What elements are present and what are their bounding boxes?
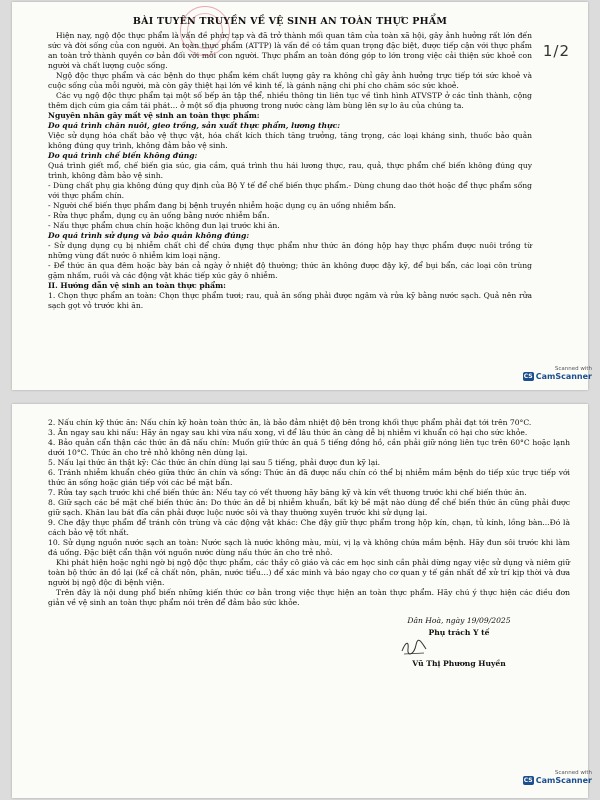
signer-role: Phụ trách Y tế	[428, 628, 490, 638]
paragraph: 5. Nấu lại thức ăn thật kỹ: Các thức ăn chín dùng lại sau 5 tiếng, phải được đun kỹ lại.	[48, 458, 381, 468]
signer-name: Vũ Thị Phương Huyền	[412, 659, 506, 669]
paragraph: Ngộ độc thực phẩm và các bệnh do thực phẩm kém chất lượng gây ra không chỉ gây ảnh hưởng trực tiếp tới sức khoẻ và cuộc sống của mỗi người, mà còn gây thiệt hại lớn về kinh tế, là gánh nặng chi phí cho chăm sóc sức khoẻ.	[48, 71, 532, 91]
document-page-2	[12, 404, 588, 798]
paragraph: II. Hướng dẫn vệ sinh an toàn thực phẩm:	[48, 281, 226, 291]
signature-block	[348, 616, 570, 668]
paragraph: 3. Ăn ngay sau khi nấu: Hãy ăn ngay sau khi vừa nấu xong, vì để lâu thức ăn càng dễ bị nhiễm vi khuẩn có hại cho sức khỏe.	[48, 428, 528, 438]
paragraph: Do quá trình chăn nuôi, gieo trồng, sản xuất thực phẩm, lương thực:	[48, 121, 340, 131]
paragraph: Hiện nay, ngộ độc thực phẩm là vấn đề phức tạp và đã trở thành mối quan tâm của toàn xã hội, gây ảnh hưởng rất lớn đến sức và đời sống của con người. An toàn thực phẩm (ATTP) là vấn đề có tầm quan trọng đặc biệt, được tiếp cận với thực phẩm an toàn trở thành quyền cơ bản đối với mỗi con người. Thực phẩm an toàn đóng góp to lớn trong việc cải thiện sức khoẻ con người và chất lượng cuộc sống.	[48, 31, 532, 71]
official-stamp-icon	[180, 6, 230, 56]
paragraph: Nguyên nhân gây mất vệ sinh an toàn thực phẩm:	[48, 111, 260, 121]
camscanner-logo-icon: CS	[523, 373, 533, 380]
paragraph: Quá trình giết mổ, chế biến gia súc, gia cầm, quá trình thu hái lương thực, rau, quả, thực phẩm chế biến không đúng quy trình, không đảm bảo vệ sinh.	[48, 161, 532, 181]
paragraph: 9. Che đậy thực phẩm để tránh côn trùng và các động vật khác: Che đậy giữ thực phẩm trong hộp kín, chạn, tủ kính, lồng bàn...Đó là cách bảo vệ tốt nhất.	[48, 518, 570, 538]
camscanner-watermark-2	[523, 770, 592, 785]
paragraph: 6. Tránh nhiễm khuẩn chéo giữa thức ăn chín và sống: Thức ăn đã được nấu chín có thể bị nhiễm mầm bệnh do tiếp xúc trực tiếp với thức ăn sống hoặc gián tiếp với các bề mặt bẩn.	[48, 468, 570, 488]
paragraph: Do quá trình sử dụng và bảo quản không đúng:	[48, 231, 250, 241]
paragraph: - Nấu thực phẩm chưa chín hoặc không đun lại trước khi ăn.	[48, 221, 280, 231]
paragraph: 1. Chọn thực phẩm an toàn: Chọn thực phẩm tươi; rau, quả ăn sống phải được ngâm và rửa kỹ bằng nước sạch. Quả nên rửa sạch gọt vỏ trước khi ăn.	[48, 291, 532, 311]
paragraph: - Người chế biến thực phẩm đang bị bệnh truyền nhiễm hoặc dụng cụ ăn uống nhiễm bẩn.	[48, 201, 396, 211]
paragraph: Khi phát hiện hoặc nghi ngờ bị ngộ độc thực phẩm, các thầy cô giáo và các em học sinh cần phải dừng ngay việc sử dụng và niêm giữ toàn bộ thức ăn đồ lại (kể cả chất nôn, phân, nước tiểu…) để xác minh và báo ngay cho cơ quan y tế gần nhất để xử trí kịp thời và đưa người bị ngộ độc đi bệnh viện.	[48, 558, 570, 588]
page-2-body	[48, 418, 570, 608]
paragraph: - Sử dụng dụng cụ bị nhiễm chất chì để chứa đựng thực phẩm như thức ăn đóng hộp hay thực phẩm được nuôi trồng từ những vùng đất nước ô nhiễm kim loại nặng.	[48, 241, 532, 261]
paragraph: - Rửa thực phẩm, dụng cụ ăn uống bằng nước nhiễm bẩn.	[48, 211, 270, 221]
paragraph: Do quá trình chế biến không đúng:	[48, 151, 198, 161]
scanner-caption: Scanned with	[554, 366, 592, 372]
paragraph: 2. Nấu chín kỹ thức ăn: Nấu chín kỹ hoàn toàn thức ăn, là bảo đảm nhiệt độ bên trong khối thực phẩm phải đạt tới trên 70°C.	[48, 418, 532, 427]
paragraph: 4. Bảo quản cẩn thận các thức ăn đã nấu chín: Muốn giữ thức ăn quá 5 tiếng đồng hồ, cần phải giữ nóng liên tục trên 60°C hoặc lạnh dưới 10°C. Thức ăn cho trẻ nhỏ không nên dùng lại.	[48, 438, 570, 458]
document-title: BÀI TUYÊN TRUYỀN VỀ VỆ SINH AN TOÀN THỰC PHẨM	[132, 16, 448, 27]
scanner-caption-2: Scanned with	[554, 770, 592, 776]
camscanner-watermark	[523, 366, 592, 381]
page-1-body	[48, 31, 532, 311]
date-line: Dân Hoà, ngày 19/09/2025	[407, 616, 511, 626]
scanner-brand: CamScanner	[535, 372, 592, 381]
page-number: 1/2	[542, 42, 570, 60]
paragraph: Việc sử dụng hóa chất bảo vệ thực vật, hóa chất kích thích tăng trưởng, tăng trọng, các loại kháng sinh, thuốc bảo quản không đúng quy trình, không đảm bảo vệ sinh.	[48, 131, 532, 151]
paragraph: 8. Giữ sạch các bề mặt chế biến thức ăn: Do thức ăn dễ bị nhiễm khuẩn, bất kỳ bề mặt nào dùng để chế biến thức ăn cũng phải được giữ sạch. Khăn lau bát đĩa cần phải được luộc nước sôi và thay thường xuyên trước khi sử dụng lại.	[48, 498, 570, 518]
paragraph: Trên đây là nội dung phổ biến những kiến thức cơ bản trong việc thực hiện an toàn thực phẩm. Hãy chú ý thực hiện các điều đơn giản về vệ sinh an toàn thực phẩm nói trên để đảm bảo sức khỏe.	[48, 588, 570, 608]
paragraph: 7. Rửa tay sạch trước khi chế biến thức ăn: Nếu tay có vết thương hãy băng kỹ và kín vết thương trước khi chế biến thức ăn.	[48, 488, 527, 498]
document-page-1	[12, 2, 588, 390]
scanner-brand-2: CamScanner	[535, 776, 592, 785]
paragraph: - Dùng chất phụ gia không đúng quy định của Bộ Y tế để chế biến thực phẩm.- Dùng chung dao thớt hoặc để thực phẩm sống với thực phẩm chín.	[48, 181, 532, 201]
paragraph: - Để thức ăn qua đêm hoặc bày bán cả ngày ở nhiệt độ thường; thức ăn không được đậy kỹ, để bụi bẩn, các loại côn trùng gặm nhấm, ruồi và các động vật khác tiếp xúc gây ô nhiễm.	[48, 261, 532, 281]
signature-icon	[400, 639, 428, 657]
paragraph: 10. Sử dụng nguồn nước sạch an toàn: Nước sạch là nước không màu, mùi, vị lạ và không chứa mầm bệnh. Hãy đun sôi trước khi làm đá uống. Đặc biệt cẩn thận với nguồn nước dùng nấu thức ăn cho trẻ nhỏ.	[48, 538, 570, 558]
paragraph: Các vụ ngộ độc thực phẩm tại một số bếp ăn tập thể, nhiều thông tin liên tục về tình hình ATVSTP ở các tỉnh thành, cộng thêm dịch cúm gia cầm tái phát… ở một số địa phương trong nước càng làm bùng lên sự lo âu của chúng ta.	[48, 91, 532, 111]
camscanner-logo-icon: CS	[523, 777, 533, 784]
handwritten-signature	[348, 637, 570, 659]
